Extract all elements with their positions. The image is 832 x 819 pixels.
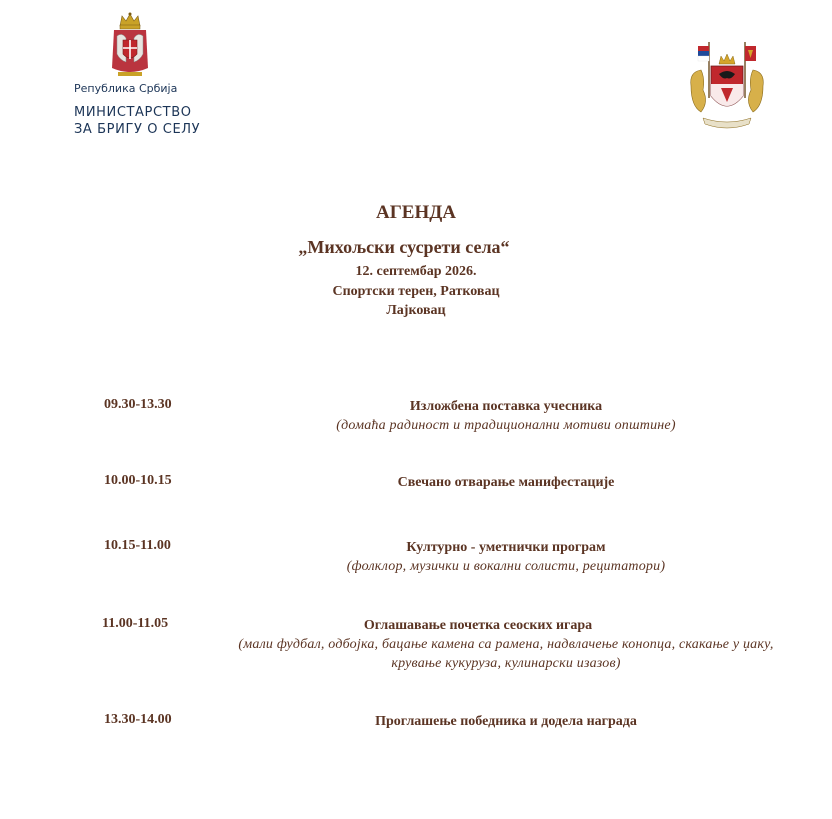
municipality-coat-of-arms-icon (683, 28, 771, 136)
event-date: 12. септембар 2026. (355, 264, 477, 279)
schedule-title: Свечано отварање манифестације (397, 475, 615, 490)
ministry-name (74, 104, 200, 138)
schedule-time: 11.00-11.05 (102, 616, 169, 631)
schedule-time: 13.30-14.00 (104, 712, 172, 727)
schedule-description (230, 538, 782, 576)
schedule-time: 09.30-13.30 (104, 397, 172, 412)
schedule-description (230, 712, 782, 731)
event-town: Лајковац (386, 303, 446, 318)
schedule-time: 10.00-10.15 (104, 473, 172, 488)
event-name: „Михољски сусрети села“ (298, 237, 510, 257)
schedule-title: Оглашавање почетка сеоских игара (363, 618, 593, 633)
schedule-title: Изложбена поставка учесника (409, 399, 603, 414)
ministry-name-line2: ЗА БРИГУ О СЕЛУ (74, 122, 201, 137)
schedule-description (230, 473, 782, 492)
agenda-heading: АГЕНДА (375, 202, 457, 223)
ministry-name-line1: МИНИСТАРСТВО (74, 105, 192, 120)
serbian-coat-of-arms-icon (110, 12, 150, 80)
schedule-note: (домаћа радиност и традиционални мотиви општине) (336, 418, 676, 433)
schedule-description (230, 397, 782, 435)
schedule-note: (фолклор, музички и вокални солисти, рецитатори) (346, 559, 666, 574)
schedule-time: 10.15-11.00 (104, 538, 171, 553)
schedule-title: Проглашење победника и додела награда (375, 714, 637, 729)
schedule-note: (мали фудбал, одбојка, бацање камена са рамена, надвлачење конопца, скакање у џаку, крување кукуруза, кулинарски изазов) (238, 637, 774, 671)
schedule-title: Културно - уметнички програм (406, 540, 606, 555)
ministry-country: Република Србија (74, 82, 178, 95)
event-place: Спортски терен, Ратковац (332, 284, 500, 299)
schedule-description (236, 616, 776, 673)
